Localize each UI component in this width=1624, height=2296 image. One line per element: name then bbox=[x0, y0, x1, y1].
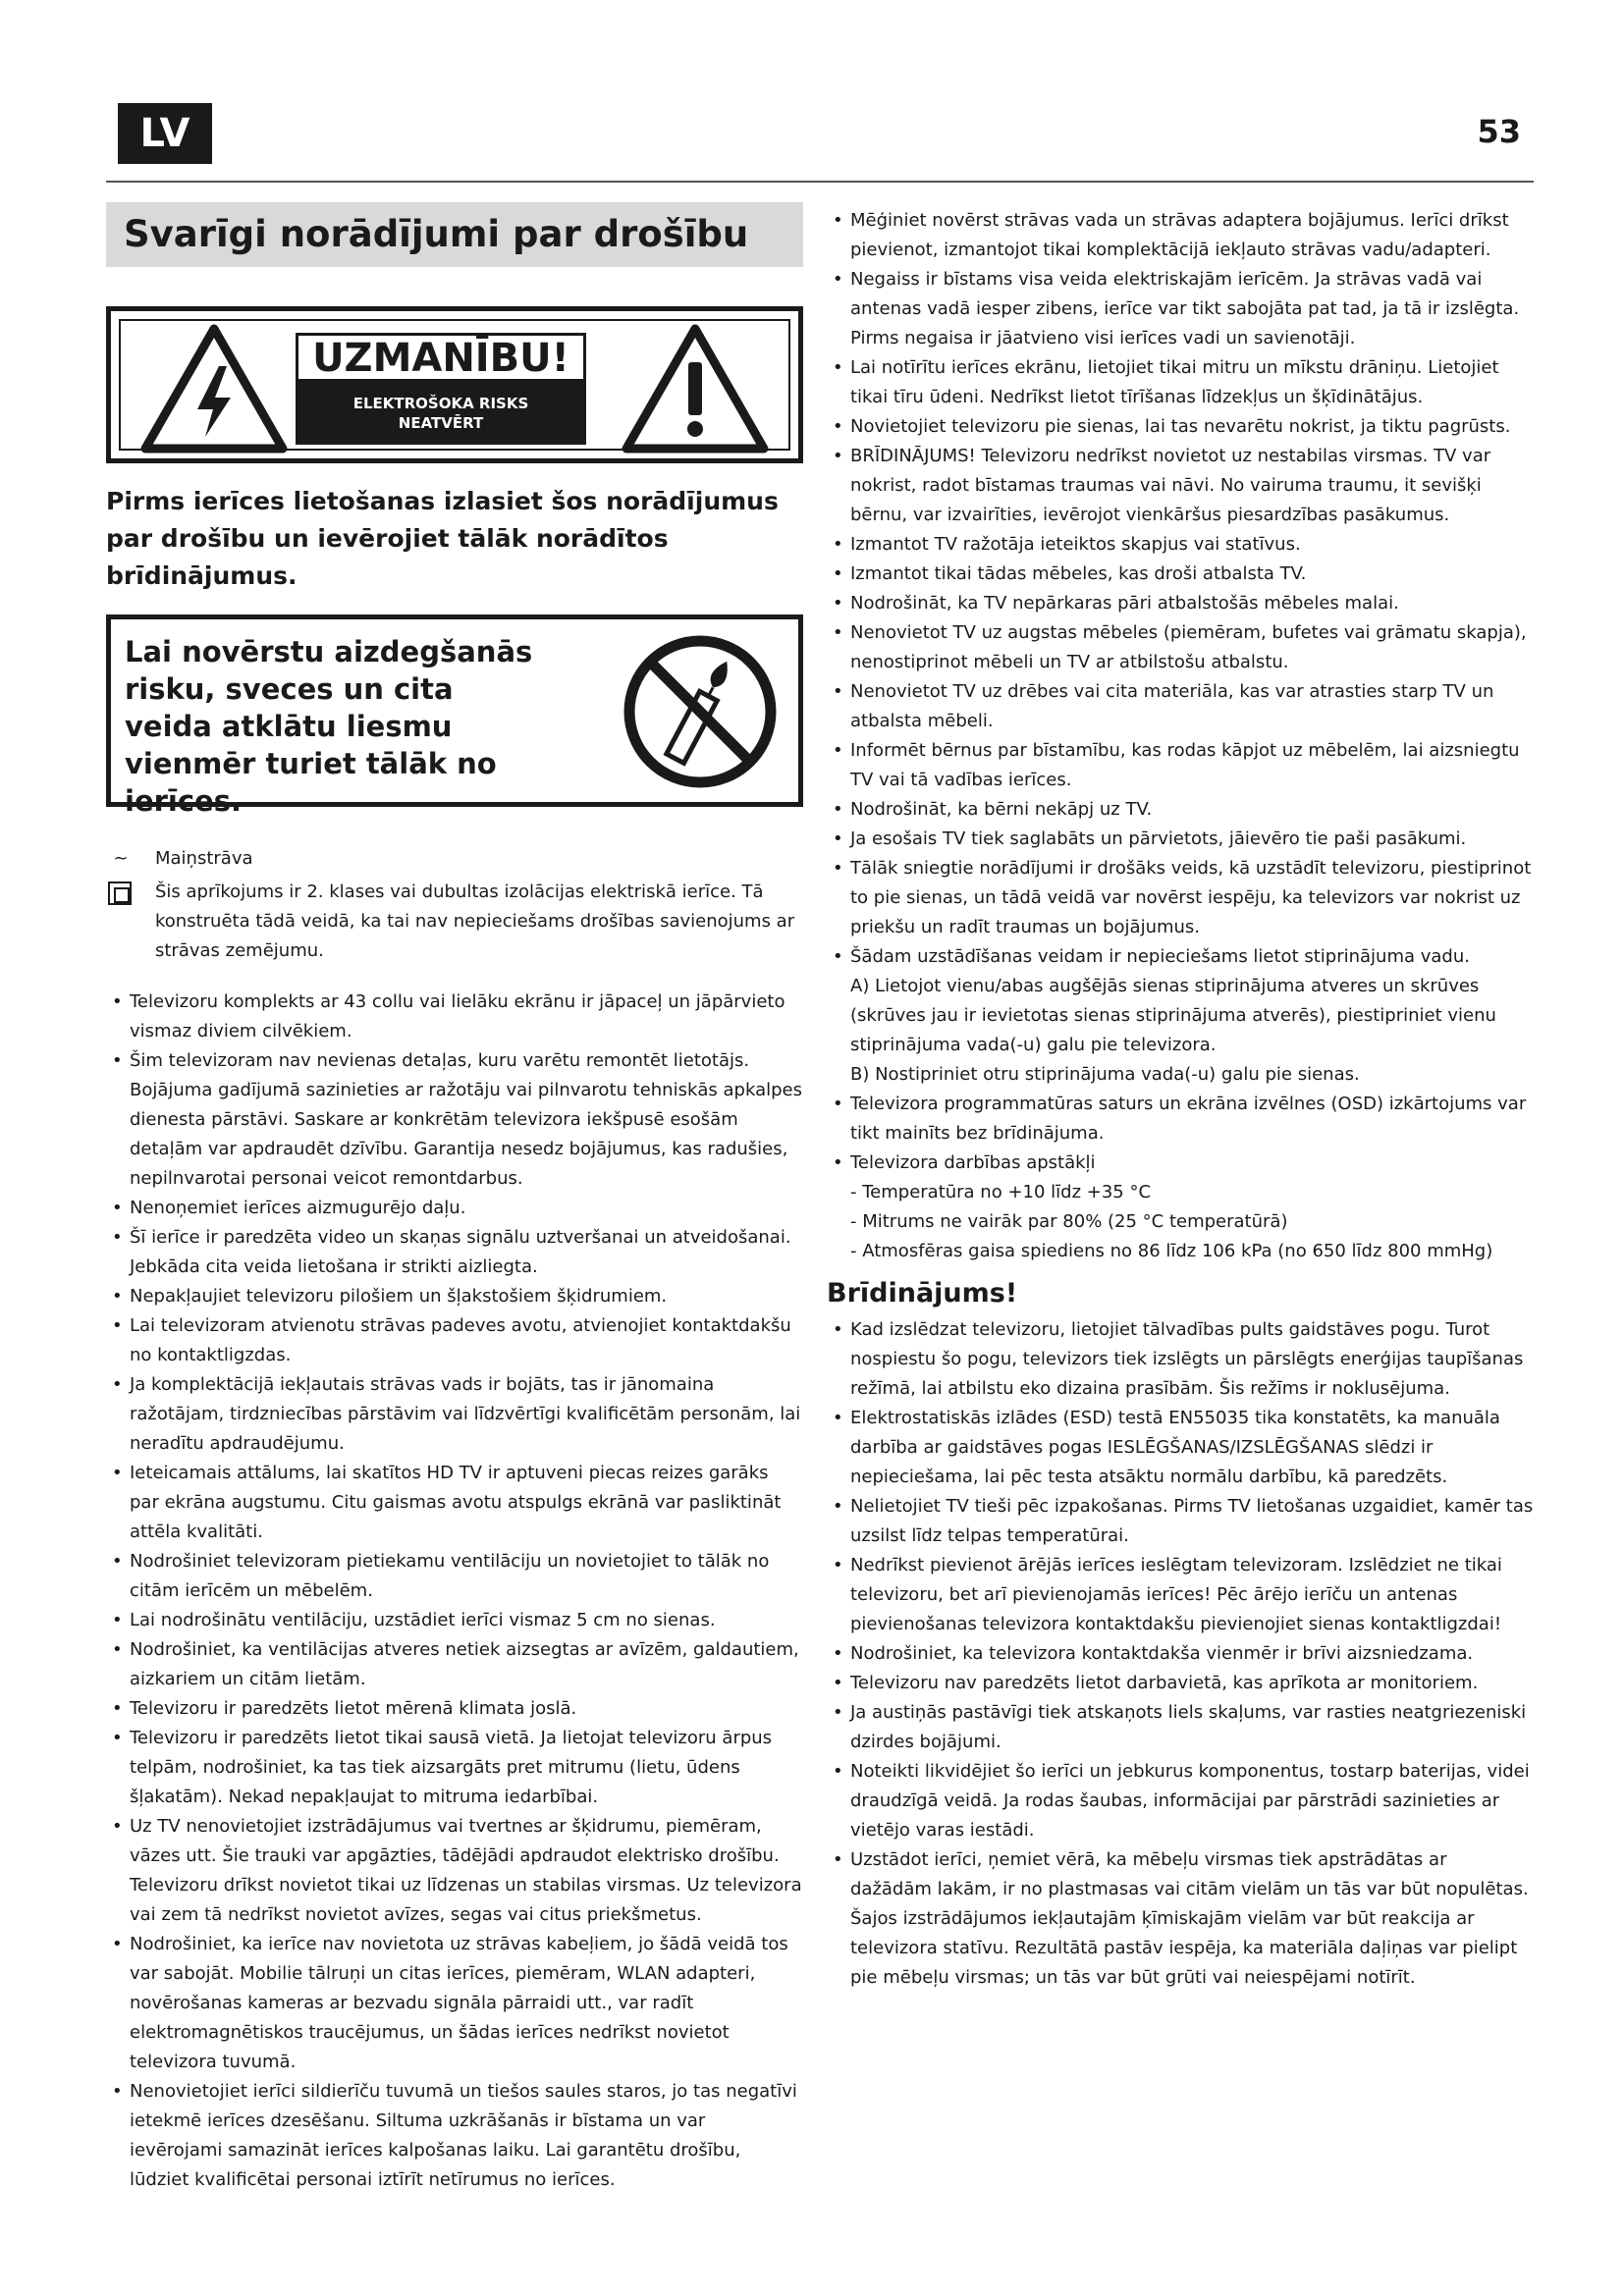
list-item: • Nenovietot TV uz drēbes vai cita materiāla, kas var atrasties starp TV un atbalsta mēbeli. bbox=[827, 677, 1534, 736]
list-item: • Nelietojiet TV tieši pēc izpakošanas. Pirms TV lietošanas uzgaidiet, kamēr tas uzsilst līdz telpas temperatūrai. bbox=[827, 1492, 1534, 1551]
list-item: • Nodrošiniet televizoram pietiekamu ventilāciju un novietojiet to tālāk no citām ierīcēm un mēbelēm. bbox=[106, 1547, 803, 1606]
list-item: • Nodrošināt, ka TV nepārkaras pāri atbalstošās mēbeles malai. bbox=[827, 589, 1534, 618]
list-item: • Televizoru ir paredzēts lietot tikai sausā vietā. Ja lietojat televizoru ārpus telpām, nodrošiniet, ka tas tiek aizsargāts pret mitrumu (lietu, ūdens šļakatām). Nekad nepakļaujat to mitruma iedarbībai. bbox=[106, 1724, 803, 1812]
class2-symbol-row bbox=[106, 878, 803, 966]
language-badge: LV bbox=[118, 103, 212, 164]
warning-subtext bbox=[296, 382, 586, 445]
list-item: • Elektrostatiskās izlādes (ESD) testā EN55035 tika konstatēts, ka manuāla darbība ar gaidstāves pogas IESLĒGŠANAS/IZSLĒGŠANAS slēdzi ir nepieciešama, lai pēc testa atsāktu normālu darbību, kā paredzēts. bbox=[827, 1404, 1534, 1492]
right-column bbox=[827, 206, 1534, 1993]
section-title: Svarīgi norādījumi par drošību bbox=[106, 202, 803, 267]
list-item: • Nedrīkst pievienot ārējās ierīces ieslēgtam televizoram. Izslēdziet ne tikai televizoru, bet arī pievienojamās ierīces! Pēc ārējo ierīču un antenas pievienošanas televizora kontaktdakšu pievienojiet sienas kontaktligzdai! bbox=[827, 1551, 1534, 1639]
list-item: • Ieteicamais attālums, lai skatītos HD TV ir aptuveni piecas reizes garāks par ekrāna augstumu. Citu gaismas avotu atspulgs ekrānā var pasliktināt attēla kvalitāti. bbox=[106, 1459, 803, 1547]
right-bullet-list bbox=[827, 206, 1534, 1266]
lightning-warning-icon bbox=[140, 323, 288, 454]
list-item: • Televizora darbības apstākļi - Temperatūra no +10 līdz +35 °C - Mitrums ne vairāk par 80% (25 °C temperatūrā) - Atmosfēras gaisa spiediens no 86 līdz 106 kPa (no 650 līdz 800 mmHg) bbox=[827, 1148, 1534, 1266]
ac-symbol-row bbox=[106, 844, 803, 874]
no-candle-icon bbox=[622, 633, 779, 790]
list-item: • BRĪDINĀJUMS! Televizoru nedrīkst novietot uz nestabilas virsmas. TV var nokrist, radot bīstamas traumas vai nāvi. No vairuma traumu, it sevišķi bērnu, var izvairīties, ievērojot vienkāršus piesardzības pasākumus. bbox=[827, 442, 1534, 530]
list-item: • Ja esošais TV tiek saglabāts un pārvietots, jāievēro tie paši pasākumi. bbox=[827, 825, 1534, 854]
list-item: • Ja komplektācijā iekļautais strāvas vads ir bojāts, tas ir jānomaina ražotājam, tirdzniecības pārstāvim vai līdzvērtīgi kvalificētām personām, lai neradītu apdraudējumu. bbox=[106, 1370, 803, 1459]
list-item: • Televizoru ir paredzēts lietot mērenā klimata joslā. bbox=[106, 1694, 803, 1724]
open-flame-warning-text: Lai novērstu aizdegšanās risku, sveces un cita veida atklātu liesmu vienmēr turiet tālāk no ierīces. bbox=[125, 635, 533, 818]
double-insulation-icon bbox=[108, 881, 132, 905]
warning-heading: UZMANĪBU! bbox=[296, 333, 586, 382]
list-item: • Nodrošiniet, ka ierīce nav novietota uz strāvas kabeļiem, jo šādā veidā tos var sabojāt. Mobilie tālruņi un citas ierīces, piemēram, WLAN adapteri, novērošanas kameras ar bezvadu signāla pārraidi utt., var radīt elektromagnētiskos traucējumus, un šādas ierīces nedrīkst novietot televizora tuvumā. bbox=[106, 1930, 803, 2077]
list-item: • Negaiss ir bīstams visa veida elektriskajām ierīcēm. Ja strāvas vadā vai antenas vadā iesper zibens, ierīce var tikt sabojāta pat tad, ja tā ir izslēgta. Pirms negaisa ir jāatvieno visi ierīces vadi un savienotāji. bbox=[827, 265, 1534, 353]
warnings-bullet-list bbox=[827, 1315, 1534, 1993]
header-divider bbox=[106, 181, 1534, 183]
list-item: • Lai notīrītu ierīces ekrānu, lietojiet tikai mitru un mīkstu drāniņu. Lietojiet tikai tīru ūdeni. Nedrīkst lietot tīrīšanas līdzekļus un šķīdinātājus. bbox=[827, 353, 1534, 412]
class2-symbol-text: Šis aprīkojums ir 2. klases vai dubultas izolācijas elektriskā ierīce. Tā konstruēta tādā veidā, ka tai nav nepieciešams drošības savienojums ar strāvas zemējumu. bbox=[155, 881, 795, 961]
list-item: • Nenovietot TV uz augstas mēbeles (piemēram, bufetes vai grāmatu skapja), nenostiprinot mēbeli un TV ar atbilstošu atbalstu. bbox=[827, 618, 1534, 677]
list-item: • Nepakļaujiet televizoru pilošiem un šļakstošiem šķidrumiem. bbox=[106, 1282, 803, 1311]
list-item: • Šim televizoram nav nevienas detaļas, kuru varētu remontēt lietotājs. Bojājuma gadījumā sazinieties ar ražotāju vai pilnvarotu tehniskās apkalpes dienesta pārstāvi. Saskare ar konkrētām televizora iekšpusē esošām detaļām var apdraudēt dzīvību. Garantija nesedz bojājumus, kas radušies, nepilnvarotai personai veicot remontdarbus. bbox=[106, 1046, 803, 1194]
list-item: • Novietojiet televizoru pie sienas, lai tas nevarētu nokrist, ja tiktu pagrūsts. bbox=[827, 412, 1534, 442]
list-item: • Ja austiņās pastāvīgi tiek atskaņots liels skaļums, var rasties neatgriezeniski dzirdes bojājumi. bbox=[827, 1698, 1534, 1757]
list-item: • Nenovietojiet ierīci sildierīču tuvumā un tiešos saules staros, jo tas negatīvi ietekmē ierīces dzesēšanu. Siltuma uzkrāšanās ir bīstama un var ievērojami samazināt ierīces kalpošanas laiku. Lai garantētu drošību, lūdziet kvalificētai personai iztīrīt netīrumus no ierīces. bbox=[106, 2077, 803, 2195]
list-item: • Tālāk sniegtie norādījumi ir drošāks veids, kā uzstādīt televizoru, piestiprinot to pie sienas, un tādā veidā var novērst iespēju, ka televizors var nokrist uz priekšu un radīt traumas un bojājumus. bbox=[827, 854, 1534, 942]
list-item: • Lai televizoram atvienotu strāvas padeves avotu, atvienojiet kontaktdakšu no kontaktligzdas. bbox=[106, 1311, 803, 1370]
warning-line-2: NEATVĒRT bbox=[398, 414, 484, 432]
left-column bbox=[106, 202, 803, 2195]
list-item: • Šādam uzstādīšanas veidam ir nepieciešams lietot stiprinājuma vadu. A) Lietojot vienu/abas augšējās sienas stiprinājuma atveres un skrūves (skrūves jau ir ievietotas sienas stiprinājuma atverēs), piestipriniet vienu stiprinājuma vada(-u) galu pie televizora. B) Nostipriniet otru stiprinājuma vada(-u) galu pie sienas. bbox=[827, 942, 1534, 1090]
list-item: • Nodrošināt, ka bērni nekāpj uz TV. bbox=[827, 795, 1534, 825]
intro-paragraph: Pirms ierīces lietošanas izlasiet šos norādījumus par drošību un ievērojiet tālāk norādītos brīdinājumus. bbox=[106, 487, 779, 590]
list-item: • Uzstādot ierīci, ņemiet vērā, ka mēbeļu virsmas tiek apstrādātas ar dažādām lakām, ir no plastmasas vai citām vielām un tās var būt nopulētas. Šajos izstrādājumos iekļautajām ķīmiskajām vielām var būt reakcija ar televizora statīvu. Rezultātā pastāv iespēja, ka materiāla daļiņas var pielipt pie mēbeļu virsmas; un tās var būt grūti vai neiespējami notīrīt. bbox=[827, 1845, 1534, 1993]
tilde-icon: ~ bbox=[113, 848, 129, 869]
list-item: • Nodrošiniet, ka televizora kontaktdakša vienmēr ir brīvi aizsniedzama. bbox=[827, 1639, 1534, 1669]
list-item: • Izmantot TV ražotāja ieteiktos skapjus vai statīvus. bbox=[827, 530, 1534, 560]
warning-line-1: ELEKTROŠOKA RISKS bbox=[352, 395, 529, 412]
ac-symbol-text: Maiņstrāva bbox=[155, 848, 253, 869]
open-flame-warning-box bbox=[106, 614, 803, 818]
list-item: • Izmantot tikai tādas mēbeles, kas droši atbalsta TV. bbox=[827, 560, 1534, 589]
page-number: 53 bbox=[1477, 113, 1521, 150]
list-item: • Televizora programmatūras saturs un ekrāna izvēlnes (OSD) izkārtojums var tikt mainīts bez brīdinājuma. bbox=[827, 1090, 1534, 1148]
list-item: • Lai nodrošinātu ventilāciju, uzstādiet ierīci vismaz 5 cm no sienas. bbox=[106, 1606, 803, 1635]
list-item: • Nenoņemiet ierīces aizmugurējo daļu. bbox=[106, 1194, 803, 1223]
list-item: • Šī ierīce ir paredzēta video un skaņas signālu uztveršanai un atveidošanai. Jebkāda cita veida lietošana ir strikti aizliegta. bbox=[106, 1223, 803, 1282]
shock-warning-box bbox=[106, 306, 803, 463]
warnings-heading: Brīdinājums! bbox=[827, 1278, 1018, 1308]
list-item: • Televizoru komplekts ar 43 collu vai lielāku ekrānu ir jāpaceļ un jāpārvieto vismaz diviem cilvēkiem. bbox=[106, 988, 803, 1046]
list-item: • Nodrošiniet, ka ventilācijas atveres netiek aizsegtas ar avīzēm, galdautiem, aizkariem un citām lietām. bbox=[106, 1635, 803, 1694]
list-item: • Televizoru nav paredzēts lietot darbavietā, kas aprīkota ar monitoriem. bbox=[827, 1669, 1534, 1698]
left-bullet-list bbox=[106, 988, 803, 2195]
list-item: • Informēt bērnus par bīstamību, kas rodas kāpjot uz mēbelēm, lai aizsniegtu TV vai tā vadības ierīces. bbox=[827, 736, 1534, 795]
exclamation-warning-icon bbox=[622, 323, 769, 454]
list-item: • Noteikti likvidējiet šo ierīci un jebkurus komponentus, tostarp baterijas, videi draudzīgā veidā. Ja rodas šaubas, informācijai par pārstrādi sazinieties ar vietējo varas iestādi. bbox=[827, 1757, 1534, 1845]
list-item: • Kad izslēdzat televizoru, lietojiet tālvadības pults gaidstāves pogu. Turot nospiestu šo pogu, televizors tiek izslēgts un pārslēgts enerģijas taupīšanas režīmā, lai atbilstu eko dizaina prasībām. Šis režīms ir noklusējuma. bbox=[827, 1315, 1534, 1404]
list-item: • Mēģiniet novērst strāvas vada un strāvas adaptera bojājumus. Ierīci drīkst pievienot, izmantojot tikai komplektācijā iekļauto strāvas vadu/adapteri. bbox=[827, 206, 1534, 265]
list-item: • Uz TV nenovietojiet izstrādājumus vai tvertnes ar šķidrumu, piemēram, vāzes utt. Šie trauki var apgāzties, tādējādi apdraudot elektrisko drošību. Televizoru drīkst novietot tikai uz līdzenas un stabilas virsmas. Uz televizora vai zem tā nedrīkst novietot avīzes, segas vai citus priekšmetus. bbox=[106, 1812, 803, 1930]
